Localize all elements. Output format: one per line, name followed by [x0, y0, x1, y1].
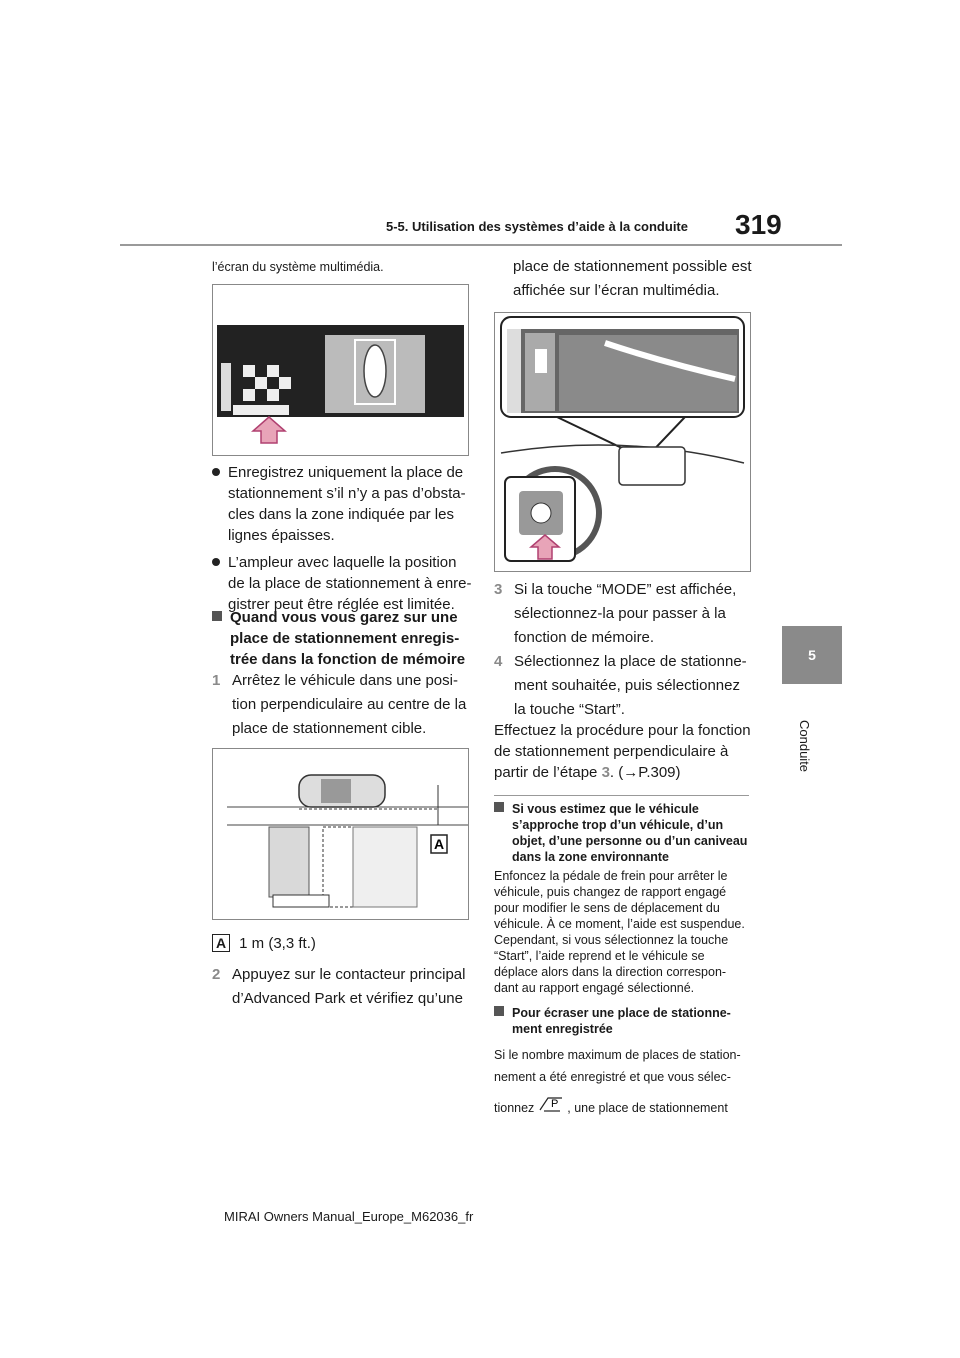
figure-parking-overhead — [212, 748, 469, 920]
note-line: déplace alors dans la direction correspon- — [494, 965, 727, 979]
step-line: la touche “Start”. — [514, 701, 625, 718]
note-square-icon — [494, 802, 504, 812]
note-line: véhicule. À ce moment, l’aide est suspendue. — [494, 917, 745, 931]
bullet-icon — [212, 558, 220, 566]
dashboard-illustration — [495, 313, 750, 571]
intro-text: l’écran du système multimédia. — [212, 260, 384, 274]
bullet-line: lignes épaisses. — [228, 527, 335, 544]
note-heading-line: ment enregistrée — [512, 1022, 613, 1036]
subsection-heading — [212, 607, 472, 670]
note-line: pour modifier le sens de déplacement du — [494, 901, 720, 915]
note-2-body — [494, 1044, 754, 1119]
note-line: Cependant, si vous sélectionnez la touche — [494, 933, 729, 947]
step-line: place de stationnement cible. — [232, 720, 427, 737]
figure-caption — [212, 933, 316, 954]
step-line: Appuyez sur le contacteur principal — [232, 966, 466, 983]
bullet-item — [212, 462, 472, 546]
header-divider — [120, 244, 842, 246]
note-1-heading — [494, 801, 754, 865]
figure-multimedia-screen — [212, 284, 469, 456]
bullet-line: Enregistrez uniquement la place de — [228, 464, 464, 481]
para-line: partir de l’étape — [494, 764, 602, 781]
step-line: fonction de mémoire. — [514, 629, 655, 646]
chapter-label: Conduite — [797, 720, 812, 773]
heading-line: place de stationnement enregis- — [230, 630, 460, 647]
step-3 — [494, 578, 754, 650]
step-line: Sélectionnez la place de stationne- — [514, 653, 747, 670]
step-line: place de stationnement possible est — [513, 258, 752, 275]
step-2-continuation — [513, 255, 751, 303]
step-line: d’Advanced Park et vérifiez qu’une — [232, 990, 463, 1007]
figure-dashboard — [494, 312, 751, 572]
note-line: nement a été enregistré et que vous sélec- — [494, 1070, 731, 1084]
parking-register-icon — [538, 1094, 564, 1112]
note-line: Enfoncez la pédale de frein pour arrêter le — [494, 869, 728, 883]
figure-callout-A: A — [433, 836, 445, 852]
step-number: 3 — [494, 581, 503, 598]
note-line: véhicule, puis changez de rapport engagé — [494, 885, 727, 899]
note-heading-line: s’approche trop d’un véhicule, d’un — [512, 818, 724, 832]
procedure-paragraph — [494, 720, 754, 783]
section-title: 5-5. Utilisation des systèmes d’aide à la conduite — [386, 219, 688, 234]
heading-square-icon — [212, 611, 222, 621]
note-heading-line: dans la zone environnante — [512, 850, 669, 864]
step-line: tion perpendiculaire au centre de la — [232, 696, 467, 713]
bullet-icon — [212, 468, 220, 476]
para-line: de stationnement perpendiculaire à — [494, 743, 729, 760]
note-line: dant au rapport engagé sélectionné. — [494, 981, 695, 995]
callout-A-badge: A — [212, 934, 230, 952]
note-divider — [494, 795, 749, 796]
bullet-line: L’ampleur avec laquelle la position — [228, 554, 457, 571]
bullet-line: de la place de stationnement à enre- — [228, 575, 472, 592]
footer-manual-id: MIRAI Owners Manual_Europe_M62036_fr — [224, 1209, 474, 1224]
page-number: 319 — [735, 209, 782, 240]
step-line: sélectionnez-la pour passer à la — [514, 605, 726, 622]
bullet-item — [212, 552, 472, 615]
bullet-line: gistrer peut être réglée est limitée. — [228, 596, 455, 613]
note-line: “Start”, l’aide reprend et le véhicule se — [494, 949, 705, 963]
note-line: , une place de stationnement — [567, 1101, 728, 1115]
note-square-icon — [494, 1006, 504, 1016]
step-number: 4 — [494, 653, 503, 670]
note-2-heading — [494, 1005, 754, 1037]
step-number: 2 — [212, 966, 221, 983]
bullet-line: cles dans la zone indiquée par les — [228, 506, 454, 523]
multimedia-screen-illustration — [213, 285, 468, 455]
page-reference[interactable]: . (→P.309) — [609, 764, 681, 781]
note-line: tionnez — [494, 1101, 535, 1115]
step-line: affichée sur l’écran multimédia. — [513, 282, 720, 299]
chapter-tab: 5 — [782, 626, 842, 684]
step-1 — [212, 669, 472, 741]
step-line: Si la touche “MODE” est affichée, — [514, 581, 737, 598]
para-line: Effectuez la procédure pour la fonction — [494, 722, 751, 739]
step-4 — [494, 650, 754, 722]
parking-overhead-illustration — [213, 749, 468, 919]
callout-text: 1 m (3,3 ft.) — [239, 935, 316, 952]
step-line: ment souhaitée, puis sélectionnez — [514, 677, 740, 694]
step-2 — [212, 963, 472, 1011]
note-line: Si le nombre maximum de places de station- — [494, 1048, 741, 1062]
svg-text:P: P — [550, 1098, 559, 1110]
bullet-line: stationnement s’il n’y a pas d’obsta- — [228, 485, 466, 502]
step-reference: 3 — [601, 764, 610, 781]
step-line: Arrêtez le véhicule dans une posi- — [232, 672, 458, 689]
heading-line: Quand vous vous garez sur une — [230, 609, 458, 626]
note-heading-line: Pour écraser une place de stationne- — [512, 1006, 731, 1020]
note-heading-line: objet, d’une personne ou d’un caniveau — [512, 834, 748, 848]
heading-line: trée dans la fonction de mémoire — [230, 651, 466, 668]
note-1-body — [494, 868, 754, 996]
bullet-list — [212, 462, 472, 615]
note-heading-line: Si vous estimez que le véhicule — [512, 802, 699, 816]
step-number: 1 — [212, 672, 221, 689]
